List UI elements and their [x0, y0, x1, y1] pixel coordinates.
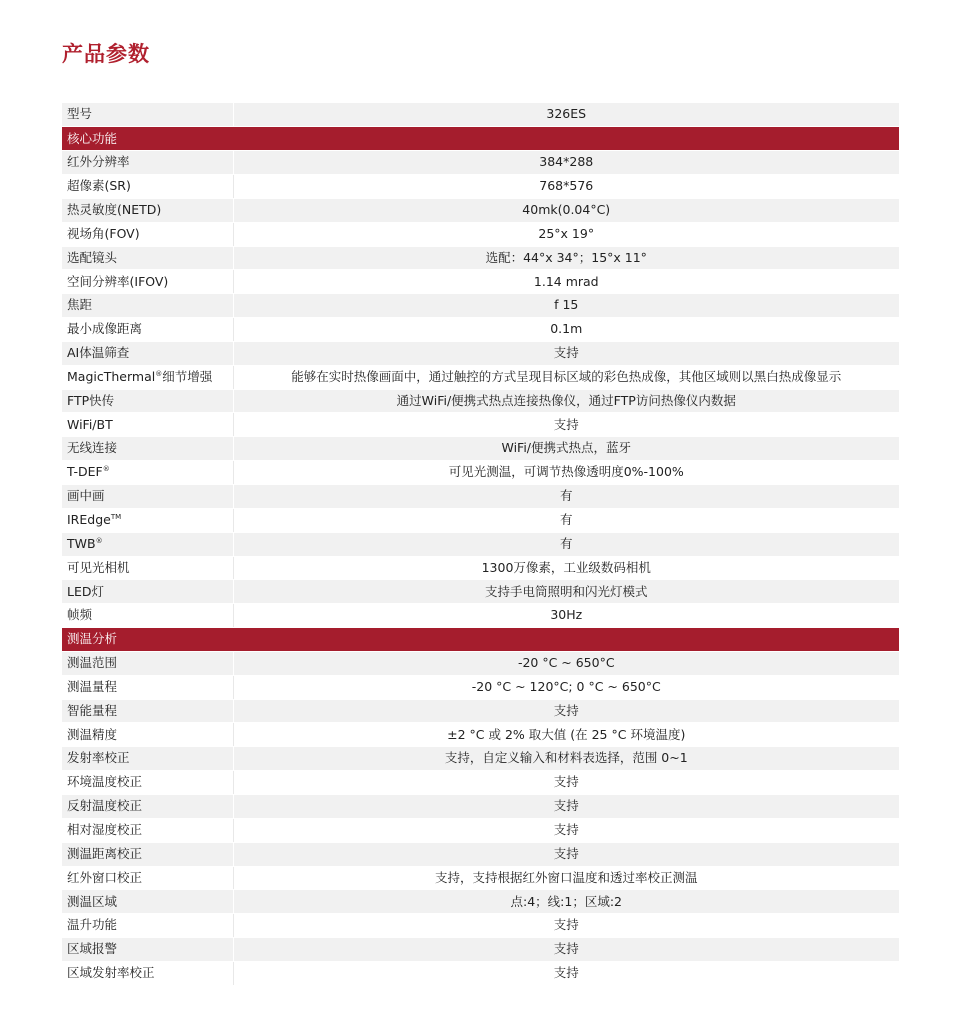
spec-label — [62, 580, 233, 604]
spec-label-text: 测温量程 — [67, 678, 118, 694]
spec-label-text: 温升功能 — [67, 917, 118, 933]
spec-value: 25°x 19° — [233, 222, 899, 246]
spec-label-text: 区域报警 — [67, 941, 118, 957]
spec-row — [62, 437, 899, 461]
model-row — [62, 103, 899, 127]
spec-label — [62, 437, 233, 461]
spec-label — [62, 699, 233, 723]
spec-label-text: 视场角(FOV) — [67, 225, 140, 241]
spec-value: 40mk(0.04°C) — [233, 198, 899, 222]
spec-label-text: WiFi/BT — [67, 416, 113, 432]
spec-label-text: 超像素(SR) — [67, 178, 131, 194]
spec-label — [62, 842, 233, 866]
spec-row — [62, 675, 899, 699]
trademark-mark: TM — [110, 513, 122, 522]
spec-label-text: 测温范围 — [67, 655, 118, 671]
spec-row — [62, 341, 899, 365]
spec-label — [62, 771, 233, 795]
spec-value: 选配：44°x 34°；15°x 11° — [233, 246, 899, 270]
spec-label — [62, 556, 233, 580]
spec-value: -20 °C ~ 650°C — [233, 651, 899, 675]
spec-row — [62, 270, 899, 294]
spec-label — [62, 175, 233, 199]
spec-row — [62, 461, 899, 485]
spec-value: WiFi/便携式热点，蓝牙 — [233, 437, 899, 461]
spec-label-text: 无线连接 — [67, 440, 118, 456]
spec-label-text: 选配镜头 — [67, 249, 118, 265]
spec-label-text: 焦距 — [67, 297, 93, 313]
spec-row — [62, 198, 899, 222]
trademark-mark: ® — [102, 465, 110, 474]
spec-label-suffix: 细节增强 — [162, 368, 213, 384]
spec-label — [62, 866, 233, 890]
spec-value: 支持，自定义输入和材料表选择，范围 0~1 — [233, 747, 899, 771]
spec-value: 支持 — [233, 341, 899, 365]
spec-label — [62, 294, 233, 318]
spec-value: 支持，支持根据红外窗口温度和透过率校正测温 — [233, 866, 899, 890]
spec-value: 30Hz — [233, 604, 899, 628]
spec-label — [62, 461, 233, 485]
spec-row — [62, 604, 899, 628]
spec-row — [62, 794, 899, 818]
spec-value: f 15 — [233, 294, 899, 318]
spec-label — [62, 318, 233, 342]
spec-label — [62, 723, 233, 747]
spec-label — [62, 794, 233, 818]
spec-row — [62, 532, 899, 556]
spec-table — [62, 103, 899, 986]
spec-row — [62, 771, 899, 795]
spec-label-text: 发射率校正 — [67, 750, 130, 766]
spec-label — [62, 532, 233, 556]
spec-label-text: AI体温筛查 — [67, 345, 130, 361]
spec-label-text: 智能量程 — [67, 702, 118, 718]
section-header — [62, 628, 899, 652]
spec-label-text: FTP快传 — [67, 392, 115, 408]
spec-value: 有 — [233, 508, 899, 532]
model-value: 326ES — [233, 103, 899, 127]
spec-value: 768*576 — [233, 175, 899, 199]
spec-label-text: 热灵敏度(NETD) — [67, 202, 162, 218]
spec-row — [62, 914, 899, 938]
spec-label-text: 测温距离校正 — [67, 845, 143, 861]
spec-label — [62, 222, 233, 246]
spec-label-text: IREdge — [67, 512, 111, 528]
spec-value: 支持 — [233, 961, 899, 985]
spec-value: 可见光测温，可调节热像透明度0%-100% — [233, 461, 899, 485]
spec-value: 支持 — [233, 938, 899, 962]
spec-row — [62, 961, 899, 985]
spec-row — [62, 318, 899, 342]
spec-row — [62, 938, 899, 962]
spec-value: 有 — [233, 485, 899, 509]
spec-label — [62, 747, 233, 771]
spec-label-text: 画中画 — [67, 488, 105, 504]
spec-value: -20 °C ~ 120°C; 0 °C ~ 650°C — [233, 675, 899, 699]
spec-row — [62, 866, 899, 890]
spec-value: 支持 — [233, 842, 899, 866]
spec-label — [62, 675, 233, 699]
page-title: 产品参数 — [62, 42, 150, 66]
spec-value: 0.1m — [233, 318, 899, 342]
spec-value: 能够在实时热像画面中，通过触控的方式呈现目标区域的彩色热成像，其他区域则以黑白热成像显示 — [233, 365, 899, 389]
spec-label-text: MagicThermal — [67, 368, 156, 384]
spec-row — [62, 246, 899, 270]
spec-row — [62, 580, 899, 604]
spec-value: 1.14 mrad — [233, 270, 899, 294]
spec-value: 支持 — [233, 413, 899, 437]
spec-label — [62, 341, 233, 365]
spec-label — [62, 508, 233, 532]
spec-label-text: 帧频 — [67, 607, 93, 623]
spec-label-text: T-DEF — [67, 464, 103, 480]
spec-value: 支持 — [233, 699, 899, 723]
spec-label — [62, 651, 233, 675]
spec-value: 支持手电筒照明和闪光灯模式 — [233, 580, 899, 604]
spec-row — [62, 556, 899, 580]
spec-value: 支持 — [233, 794, 899, 818]
section-title: 核心功能 — [62, 127, 899, 151]
spec-row — [62, 485, 899, 509]
spec-row — [62, 389, 899, 413]
spec-label — [62, 246, 233, 270]
spec-row — [62, 747, 899, 771]
spec-label-text: 空间分辨率(IFOV) — [67, 273, 169, 289]
spec-row — [62, 413, 899, 437]
spec-label-text: 测温区域 — [67, 893, 118, 909]
spec-label — [62, 365, 233, 389]
spec-value: 点:4；线:1；区域:2 — [233, 890, 899, 914]
spec-label-text: 最小成像距离 — [67, 321, 143, 337]
spec-label-text: 反射温度校正 — [67, 798, 143, 814]
spec-row — [62, 508, 899, 532]
spec-label-text: 红外窗口校正 — [67, 869, 143, 885]
spec-row — [62, 175, 899, 199]
spec-label-text: 区域发射率校正 — [67, 965, 155, 981]
model-label: 型号 — [62, 103, 233, 127]
spec-row — [62, 365, 899, 389]
spec-value: 支持 — [233, 914, 899, 938]
spec-label — [62, 818, 233, 842]
spec-label — [62, 604, 233, 628]
spec-label-text: 可见光相机 — [67, 559, 130, 575]
spec-value: 384*288 — [233, 151, 899, 175]
spec-label — [62, 389, 233, 413]
spec-row — [62, 842, 899, 866]
spec-label — [62, 961, 233, 985]
spec-label-text: 红外分辨率 — [67, 154, 130, 170]
spec-label-text: TWB — [67, 535, 96, 551]
spec-value: ±2 °C 或 2% 取大值 (在 25 °C 环境温度) — [233, 723, 899, 747]
spec-label — [62, 413, 233, 437]
spec-label — [62, 198, 233, 222]
spec-row — [62, 151, 899, 175]
spec-value: 支持 — [233, 771, 899, 795]
spec-row — [62, 723, 899, 747]
trademark-mark: ® — [155, 369, 163, 378]
spec-label-text: 相对湿度校正 — [67, 821, 143, 837]
spec-label-text: 环境温度校正 — [67, 774, 143, 790]
spec-row — [62, 699, 899, 723]
spec-row — [62, 651, 899, 675]
section-header — [62, 127, 899, 151]
spec-row — [62, 890, 899, 914]
spec-label — [62, 914, 233, 938]
spec-value: 1300万像素，工业级数码相机 — [233, 556, 899, 580]
spec-label-text: LED灯 — [67, 583, 104, 599]
spec-row — [62, 818, 899, 842]
spec-label — [62, 151, 233, 175]
trademark-mark: ® — [95, 536, 103, 545]
spec-row — [62, 294, 899, 318]
spec-label — [62, 890, 233, 914]
spec-value: 有 — [233, 532, 899, 556]
spec-label — [62, 938, 233, 962]
section-title: 测温分析 — [62, 628, 899, 652]
spec-row — [62, 222, 899, 246]
spec-label — [62, 485, 233, 509]
spec-label — [62, 270, 233, 294]
spec-value: 支持 — [233, 818, 899, 842]
spec-value: 通过WiFi/便携式热点连接热像仪，通过FTP访问热像仪内数据 — [233, 389, 899, 413]
spec-label-text: 测温精度 — [67, 726, 118, 742]
